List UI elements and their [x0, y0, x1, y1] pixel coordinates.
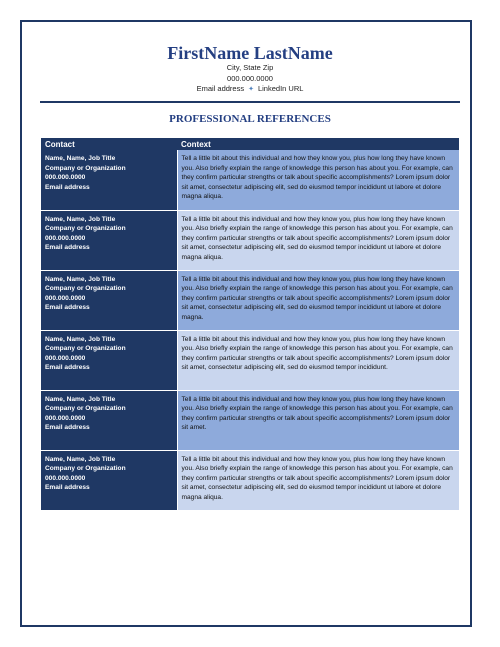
phone-number: 000.000.0000 — [227, 73, 273, 83]
contact-cell — [41, 330, 177, 390]
reference-phone: 000.000.0000 — [45, 354, 86, 362]
references-table — [41, 138, 459, 511]
reference-email: Email address — [45, 364, 90, 372]
contact-cell — [41, 210, 177, 270]
reference-phone: 000.000.0000 — [45, 294, 86, 302]
context-cell: Tell a little bit about this individual and how they know you, plus how long they have known you. Also briefly explain the range of knowledge this person has about you. For example, can they confirm particular strengths or talk about specific accomplishments? Lorem ipsum dolor sit amet, consectetur adipiscing elit, sed do eiusmod tempor incididunt ut labore et dolore magna aliqua. — [177, 210, 459, 270]
table-row — [41, 150, 459, 210]
reference-company: Company or Organization — [45, 225, 126, 233]
table-row — [41, 210, 459, 270]
reference-name: Name, Name, Job Title — [45, 215, 116, 223]
table-row — [41, 330, 459, 390]
reference-email: Email address — [45, 424, 90, 432]
contact-cell — [41, 270, 177, 330]
reference-company: Company or Organization — [45, 405, 126, 413]
reference-name: Name, Name, Job Title — [45, 275, 116, 283]
email-address: Email address — [196, 84, 245, 93]
reference-company: Company or Organization — [45, 164, 126, 172]
resume-header — [40, 43, 460, 96]
column-header-contact: Contact — [41, 138, 177, 150]
linkedin-url: LinkedIn URL — [257, 84, 304, 93]
reference-phone: 000.000.0000 — [45, 234, 86, 242]
context-cell: Tell a little bit about this individual and how they know you, plus how long they have known you. Also briefly explain the range of knowledge this person has about you. For example, can they confirm particular strengths or talk about specific accomplishments? Lorem ipsum dolor sit amet, consectetur adipiscing elit, sed do eiusmod tempor incididunt. — [177, 330, 459, 390]
reference-company: Company or Organization — [45, 465, 126, 473]
reference-phone: 000.000.0000 — [45, 474, 86, 482]
section-title: PROFESSIONAL REFERENCES — [169, 113, 331, 125]
reference-phone: 000.000.0000 — [45, 174, 86, 182]
context-cell: Tell a little bit about this individual and how they know you, plus how long they have known you. Also briefly explain the range of knowledge this person has about you. For example, can they confirm particular strengths or talk about specific accomplishments? Lorem ipsum dolor sit amet. — [177, 390, 459, 450]
table-row — [41, 270, 459, 330]
reference-phone: 000.000.0000 — [45, 414, 86, 422]
context-cell: Tell a little bit about this individual and how they know you, plus how long they have known you. Also briefly explain the range of knowledge this person has about you. For example, can they confirm particular strengths or talk about specific accomplishments? Lorem ipsum dolor sit amet, consectetur adipiscing elit, sed do eiusmod tempor incididunt ut labore et dolore magna aliqua. — [177, 150, 459, 210]
context-cell: Tell a little bit about this individual and how they know you, plus how long they have known you. Also briefly explain the range of knowledge this person has about you. For example, can they confirm particular strengths or talk about specific accomplishments? Lorem ipsum dolor sit amet, consectetur adipiscing elit, sed do eiusmod tempor incididunt ut labore et dolore magna aliqua. — [177, 450, 459, 510]
context-cell: Tell a little bit about this individual and how they know you, plus how long they have known you. Also briefly explain the range of knowledge this person has about you. For example, can they confirm particular strengths or talk about specific accomplishments? Lorem ipsum dolor sit amet, consectetur adipiscing elit, sed do eiusmod tempor incididunt ut labore et dolore magna. — [177, 270, 459, 330]
table-header-row — [41, 138, 459, 150]
reference-email: Email address — [45, 304, 90, 312]
reference-name: Name, Name, Job Title — [45, 455, 116, 463]
candidate-name: FirstName LastName — [167, 43, 333, 63]
email-linkedin-line — [40, 84, 460, 96]
reference-name: Name, Name, Job Title — [45, 155, 116, 162]
reference-name: Name, Name, Job Title — [45, 335, 116, 343]
reference-email: Email address — [45, 244, 90, 252]
contact-cell — [41, 390, 177, 450]
reference-company: Company or Organization — [45, 345, 126, 353]
reference-email: Email address — [45, 183, 90, 191]
city-state-zip: City, State Zip — [226, 63, 274, 72]
reference-company: Company or Organization — [45, 285, 126, 293]
reference-email: Email address — [45, 484, 90, 492]
header-divider — [40, 101, 460, 103]
table-row — [41, 390, 459, 450]
reference-name: Name, Name, Job Title — [45, 395, 116, 403]
contact-cell — [41, 450, 177, 510]
table-row — [41, 450, 459, 510]
contact-cell — [41, 150, 177, 210]
column-header-context: Context — [177, 138, 459, 150]
separator-icon: ✦ — [248, 86, 254, 93]
